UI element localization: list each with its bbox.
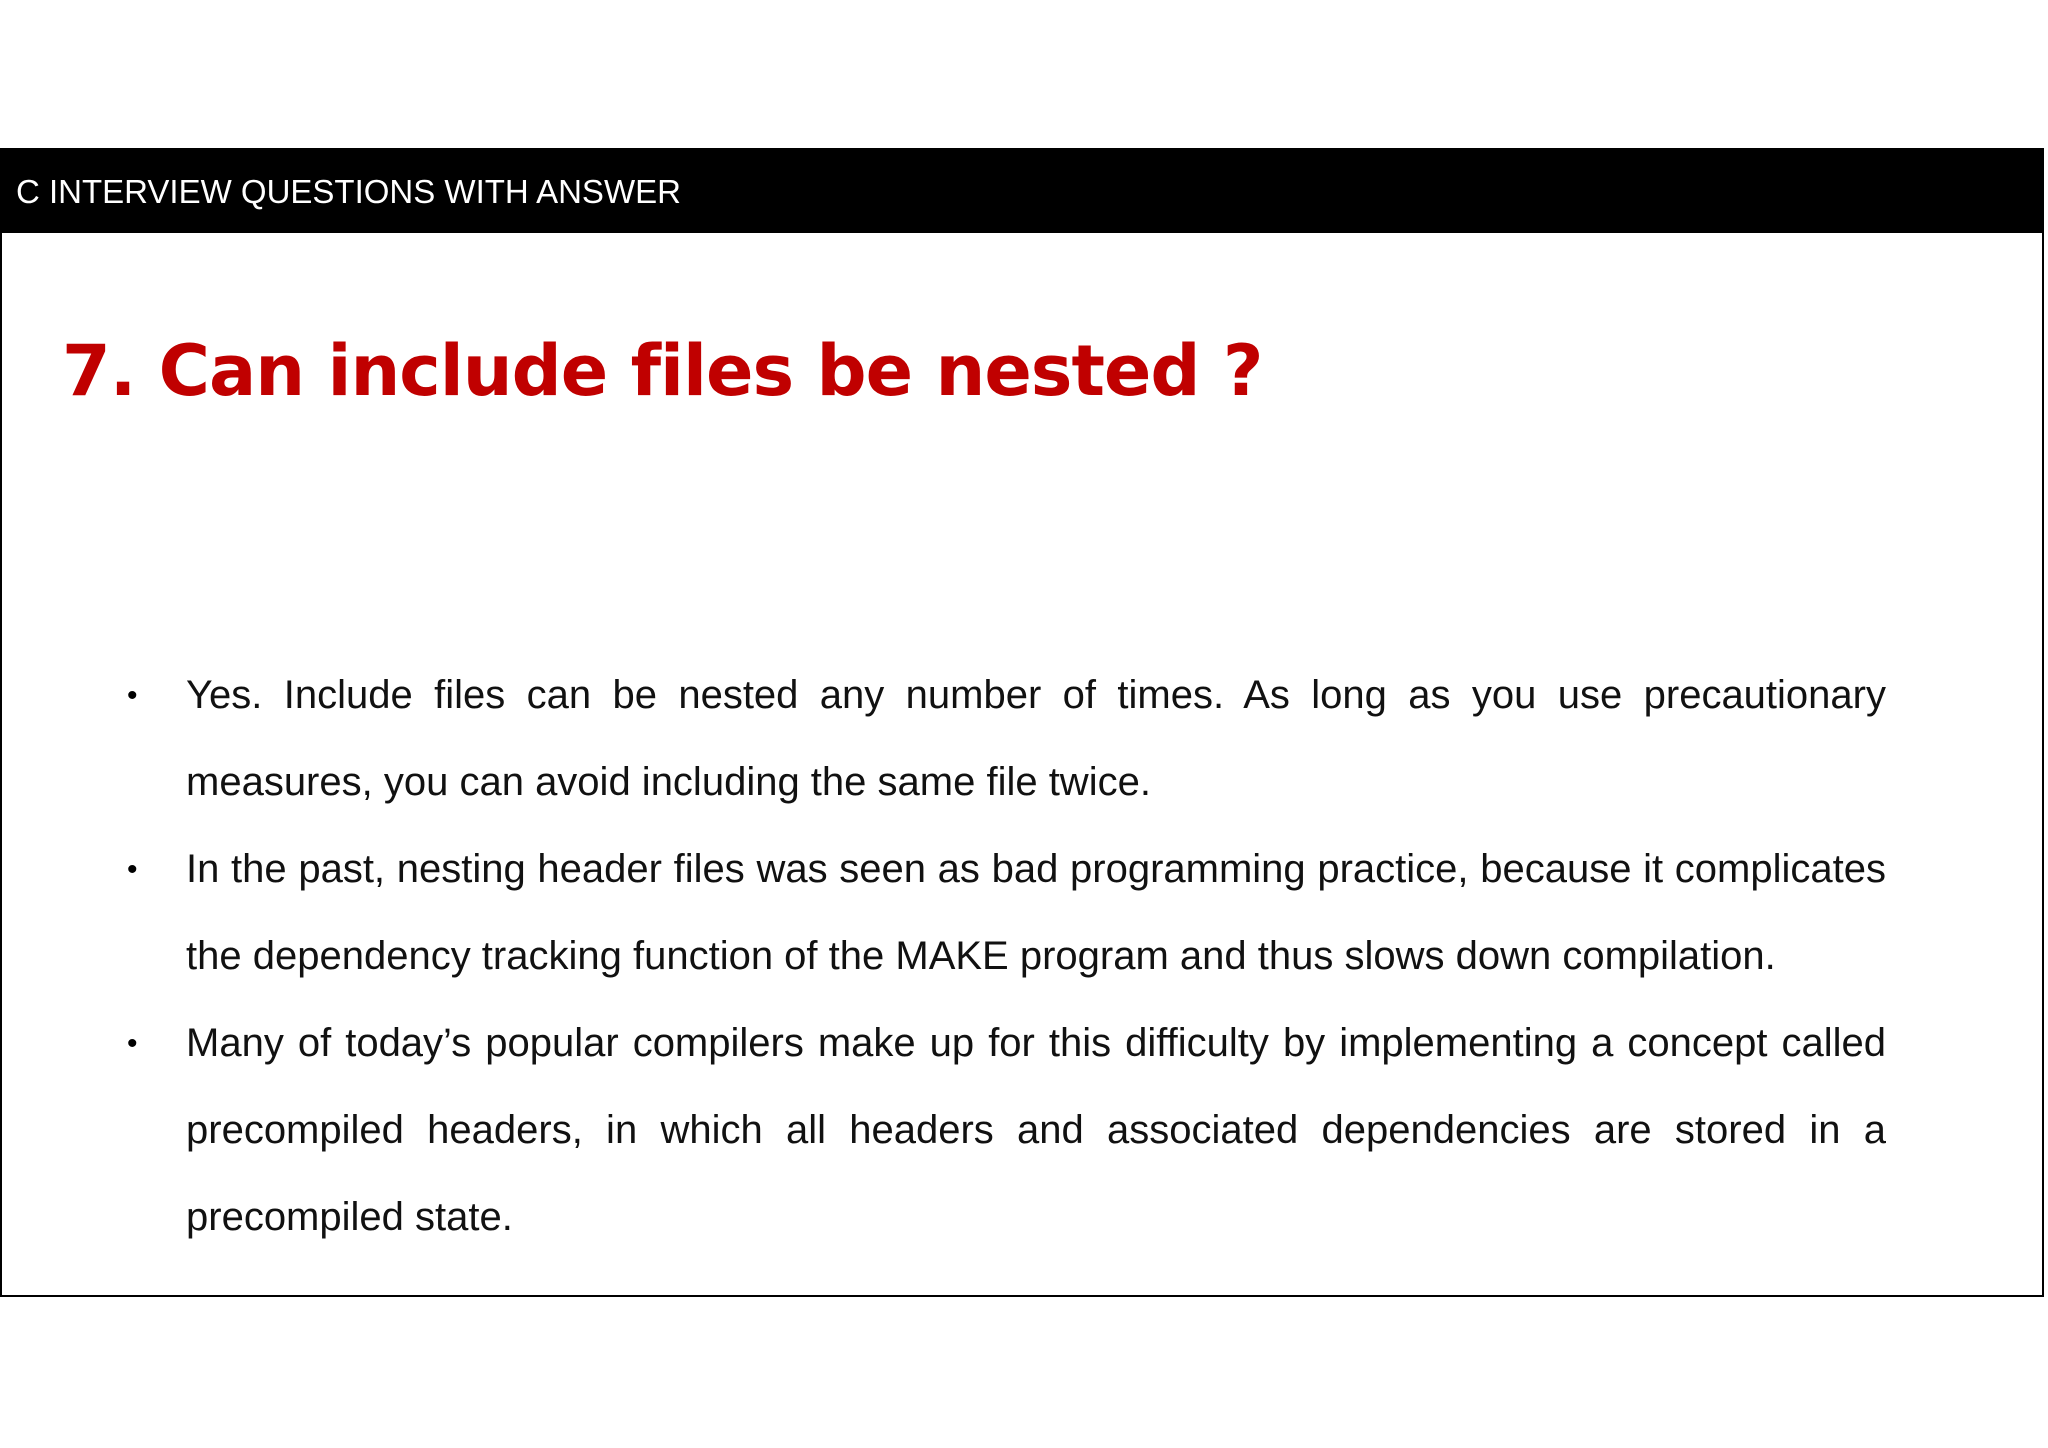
bullet-text: Yes. Include files can be nested any number of times. As long as you use precautionary measures, you can avoid including the same file twice. [186, 673, 1886, 804]
slide-title: 7. Can include files be nested ? [62, 330, 1263, 412]
bullet-icon: • [127, 679, 138, 712]
header-bar [2, 150, 2042, 233]
bullet-text: Many of today’s popular compilers make up for this difficulty by implementing a concept called precompiled headers, in which all headers and associated dependencies are stored in a precompiled state. [186, 1021, 1886, 1239]
bullet-icon: • [127, 853, 138, 886]
bullet-item [122, 1000, 1886, 1261]
header-title: C INTERVIEW QUESTIONS WITH ANSWER [16, 173, 681, 210]
bullet-item [122, 652, 1886, 826]
bullet-list [122, 652, 1886, 1261]
slide [0, 148, 2044, 1297]
bullet-item [122, 826, 1886, 1000]
bullet-icon: • [127, 1027, 138, 1060]
bullet-text: In the past, nesting header files was seen as bad programming practice, because it complicates the dependency tracking function of the MAKE program and thus slows down compilation. [186, 847, 1886, 978]
